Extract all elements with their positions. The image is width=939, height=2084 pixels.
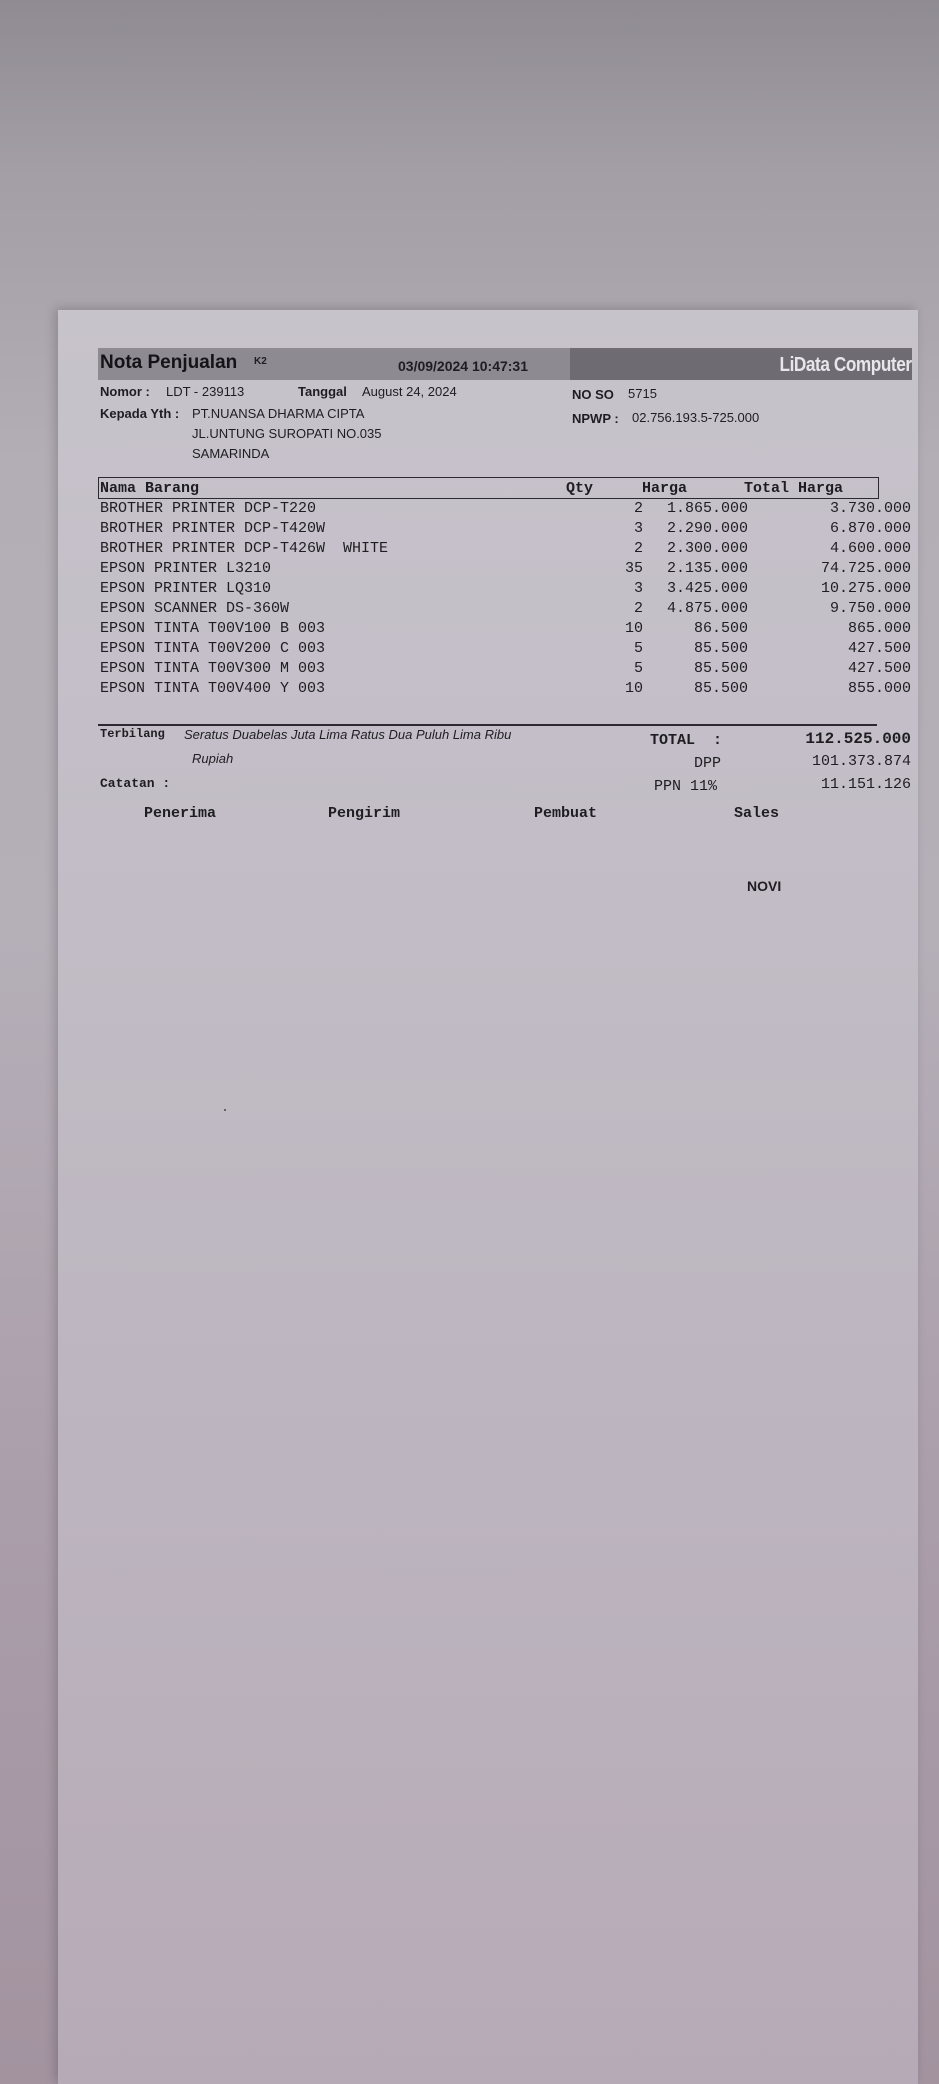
item-total: 6.870.000 bbox=[829, 520, 911, 537]
item-total: 9.750.000 bbox=[829, 600, 911, 617]
terbilang-text-line1: Seratus Duabelas Juta Lima Ratus Dua Puluh Lima Ribu bbox=[184, 727, 512, 742]
item-name: BROTHER PRINTER DCP-T220 bbox=[100, 500, 317, 517]
invoice-paper bbox=[58, 310, 918, 2084]
item-total: 855.000 bbox=[847, 680, 911, 697]
item-qty: 10 bbox=[624, 620, 643, 637]
item-name: EPSON PRINTER L3210 bbox=[100, 560, 272, 577]
item-price: 4.875.000 bbox=[666, 600, 748, 617]
signature-pembuat: Pembuat bbox=[534, 805, 598, 822]
item-price: 85.500 bbox=[693, 660, 748, 677]
copy-mark: K2 bbox=[254, 356, 267, 367]
table-row bbox=[58, 560, 918, 580]
item-price: 2.290.000 bbox=[666, 520, 748, 537]
item-price: 3.425.000 bbox=[666, 580, 748, 597]
item-name: EPSON TINTA T00V400 Y 003 bbox=[100, 680, 326, 697]
totals-separator bbox=[98, 724, 877, 726]
brand-logo-text: LiData Computer bbox=[779, 354, 912, 376]
item-price: 2.135.000 bbox=[666, 560, 748, 577]
item-total: 865.000 bbox=[847, 620, 911, 637]
signature-sales: Sales bbox=[734, 805, 780, 822]
item-qty: 35 bbox=[624, 560, 643, 577]
item-price: 1.865.000 bbox=[666, 500, 748, 517]
item-total: 427.500 bbox=[847, 660, 911, 677]
customer-name: PT.NUANSA DHARMA CIPTA bbox=[192, 406, 365, 421]
npwp-value: 02.756.193.5-725.000 bbox=[632, 410, 760, 425]
item-qty: 10 bbox=[624, 680, 643, 697]
table-row bbox=[58, 520, 918, 540]
item-qty: 2 bbox=[633, 600, 643, 617]
item-total: 3.730.000 bbox=[829, 500, 911, 517]
table-row bbox=[58, 540, 918, 560]
table-row bbox=[58, 620, 918, 640]
table-row bbox=[58, 580, 918, 600]
printed-datetime: 03/09/2024 10:47:31 bbox=[398, 358, 528, 374]
col-header-price: Harga bbox=[642, 480, 688, 497]
col-header-total: Total Harga bbox=[744, 480, 844, 497]
item-name: BROTHER PRINTER DCP-T426W WHITE bbox=[100, 540, 389, 557]
item-total: 74.725.000 bbox=[820, 560, 911, 577]
nomor-label: Nomor : bbox=[100, 384, 150, 399]
table-row bbox=[58, 600, 918, 620]
paper-speck bbox=[224, 1109, 226, 1111]
terbilang-label: Terbilang bbox=[100, 727, 165, 741]
item-price: 85.500 bbox=[693, 680, 748, 697]
item-qty: 5 bbox=[633, 640, 643, 657]
col-header-name: Nama Barang bbox=[100, 480, 200, 497]
item-qty: 5 bbox=[633, 660, 643, 677]
npwp-label: NPWP : bbox=[572, 411, 619, 426]
item-name: EPSON TINTA T00V300 M 003 bbox=[100, 660, 326, 677]
customer-address: JL.UNTUNG SUROPATI NO.035 bbox=[192, 426, 382, 441]
table-row bbox=[58, 640, 918, 660]
item-name: EPSON SCANNER DS-360W bbox=[100, 600, 290, 617]
item-price: 2.300.000 bbox=[666, 540, 748, 557]
nomor-value: LDT - 239113 bbox=[166, 384, 245, 399]
noso-value: 5715 bbox=[628, 386, 657, 401]
item-name: EPSON TINTA T00V100 B 003 bbox=[100, 620, 326, 637]
sales-name: NOVI bbox=[747, 878, 782, 894]
item-total: 10.275.000 bbox=[820, 580, 911, 597]
item-qty: 2 bbox=[633, 500, 643, 517]
item-price: 85.500 bbox=[693, 640, 748, 657]
total-label: TOTAL : bbox=[650, 732, 723, 749]
item-total: 4.600.000 bbox=[829, 540, 911, 557]
document-title: Nota Penjualan bbox=[100, 352, 238, 373]
item-name: BROTHER PRINTER DCP-T420W bbox=[100, 520, 326, 537]
ppn-label: PPN 11% bbox=[654, 778, 718, 795]
table-row bbox=[58, 500, 918, 520]
item-qty: 3 bbox=[633, 520, 643, 537]
item-qty: 3 bbox=[633, 580, 643, 597]
dpp-label: DPP bbox=[694, 755, 722, 772]
item-qty: 2 bbox=[633, 540, 643, 557]
item-name: EPSON TINTA T00V200 C 003 bbox=[100, 640, 326, 657]
col-header-qty: Qty bbox=[566, 480, 594, 497]
table-row bbox=[58, 680, 918, 700]
item-price: 86.500 bbox=[693, 620, 748, 637]
dpp-value: 101.373.874 bbox=[811, 753, 911, 770]
tanggal-label: Tanggal bbox=[298, 384, 347, 399]
signature-pengirim: Pengirim bbox=[328, 805, 401, 822]
tanggal-value: August 24, 2024 bbox=[362, 384, 457, 399]
kepada-label: Kepada Yth : bbox=[100, 406, 180, 421]
customer-city: SAMARINDA bbox=[192, 446, 270, 461]
noso-label: NO SO bbox=[572, 387, 614, 402]
item-total: 427.500 bbox=[847, 640, 911, 657]
ppn-value: 11.151.126 bbox=[820, 776, 911, 793]
catatan-label: Catatan : bbox=[100, 776, 171, 791]
signature-penerima: Penerima bbox=[144, 805, 217, 822]
total-value: 112.525.000 bbox=[805, 730, 911, 748]
item-name: EPSON PRINTER LQ310 bbox=[100, 580, 272, 597]
terbilang-text-line2: Rupiah bbox=[192, 751, 234, 766]
table-row bbox=[58, 660, 918, 680]
